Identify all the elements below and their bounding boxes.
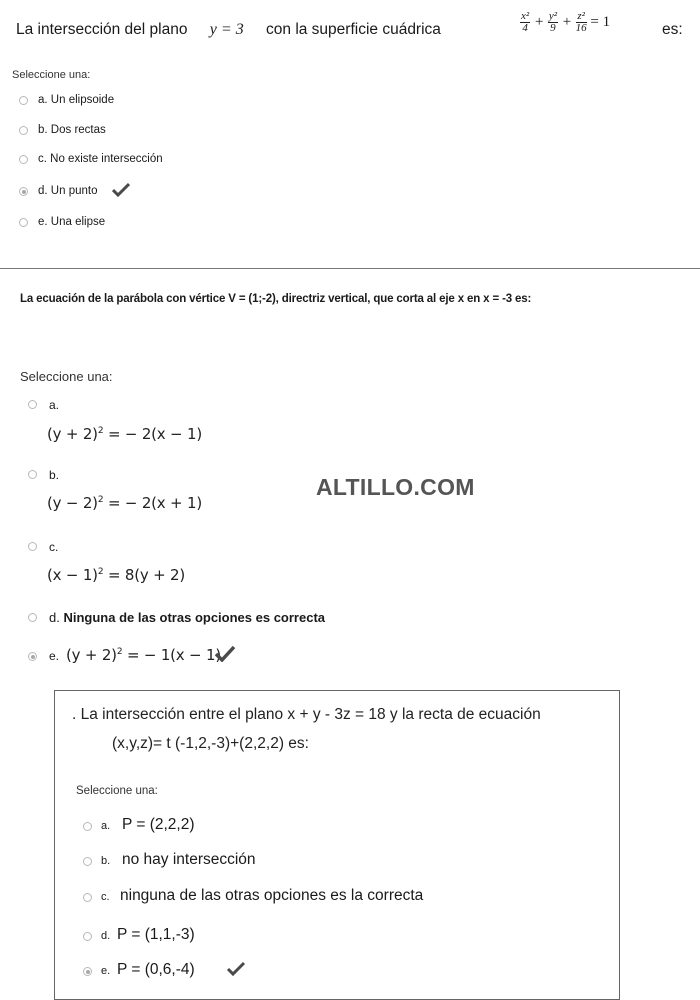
frac-2-denominator: 9	[550, 22, 556, 34]
radio-button-selected[interactable]	[83, 967, 92, 976]
radio-button[interactable]	[19, 126, 28, 135]
option-equation	[47, 494, 202, 512]
q1-surface-equation	[520, 11, 610, 34]
frac-1-numerator: x²	[521, 10, 530, 22]
radio-button-selected[interactable]	[28, 652, 37, 661]
option-text: P = (1,1,-3)	[117, 926, 195, 943]
option-text: Un elipsoide	[50, 94, 115, 106]
option-letter: d.	[101, 930, 111, 942]
q1-prompt-start: La intersección del plano	[16, 21, 188, 38]
option-letter: d.	[38, 185, 48, 197]
option-equation	[47, 566, 185, 584]
q1-select-label: Seleccione una:	[12, 69, 91, 81]
equation-base: (x − 1)	[47, 566, 98, 584]
radio-button[interactable]	[28, 470, 37, 479]
equation-rest: = − 1(x − 1)	[122, 646, 221, 664]
radio-button[interactable]	[28, 613, 37, 622]
watermark: ALTILLO.COM	[316, 474, 475, 500]
frac-3-numerator: z²	[577, 10, 585, 22]
equation-exponent: 2	[97, 426, 104, 436]
option-text: Un punto	[50, 185, 98, 197]
radio-button[interactable]	[28, 400, 37, 409]
equation-base: (y + 2)	[47, 425, 98, 443]
option-equation	[47, 425, 202, 443]
radio-button[interactable]	[83, 857, 92, 866]
equation-exponent: 2	[97, 567, 104, 577]
plus-sign: +	[533, 13, 545, 30]
checkmark-icon	[112, 182, 130, 197]
option-letter: d.	[49, 610, 60, 625]
q1-prompt-end: es:	[662, 21, 683, 38]
equation-rhs: = 1	[590, 13, 611, 30]
frac-1-denominator: 4	[522, 22, 528, 34]
plus-sign: +	[561, 13, 572, 30]
equation-base: (y + 2)	[66, 646, 117, 664]
option-text: P = (2,2,2)	[122, 816, 195, 833]
option-text: ninguna de las otras opciones es la correcta	[120, 887, 424, 904]
checkmark-icon	[214, 645, 236, 662]
q1-prompt	[16, 21, 441, 39]
q3-prompt-line1: . La intersección entre el plano x + y - 3z = 18 y la recta de ecuación	[72, 706, 541, 723]
option-letter: e.	[38, 216, 48, 228]
option-letter: b.	[38, 124, 48, 136]
radio-button[interactable]	[19, 96, 28, 105]
option-letter: e.	[101, 965, 111, 977]
q1-prompt-mid: con la superficie cuádrica	[266, 21, 441, 38]
equation-rest: = − 2(x − 1)	[103, 425, 202, 443]
option-letter: a.	[101, 820, 111, 832]
option-letter: b.	[101, 855, 111, 867]
radio-button-selected[interactable]	[19, 187, 28, 196]
option-text: Una elipse	[50, 216, 106, 228]
option-letter: c.	[101, 891, 110, 903]
option-letter: a.	[38, 94, 48, 106]
equation-exponent: 2	[97, 495, 104, 505]
option-letter: c.	[38, 153, 47, 165]
section-divider	[0, 268, 700, 269]
frac-3-denominator: 16	[575, 22, 587, 34]
option-letter: c.	[49, 540, 59, 554]
option-letter: a.	[49, 398, 60, 412]
q2-select-label: Seleccione una:	[20, 369, 113, 384]
radio-button[interactable]	[28, 542, 37, 551]
q3-select-label: Seleccione una:	[76, 785, 158, 797]
q2-prompt: La ecuación de la parábola con vértice V = (1;-2), directriz vertical, que corta al eje x en x = -3 es:	[20, 293, 532, 305]
equation-exponent: 2	[116, 647, 123, 657]
radio-button[interactable]	[83, 893, 92, 902]
radio-button[interactable]	[19, 218, 28, 227]
option-text: Ninguna de las otras opciones es correcta	[63, 610, 325, 625]
equation-rest: = − 2(x + 1)	[103, 494, 202, 512]
option-letter: e.	[49, 649, 60, 663]
option-text: no hay intersección	[122, 851, 256, 868]
option-text: P = (0,6,-4)	[117, 961, 195, 978]
q3-prompt-line2: (x,y,z)= t (-1,2,-3)+(2,2,2) es:	[112, 735, 309, 752]
checkmark-icon	[226, 961, 246, 976]
option-letter: b.	[49, 468, 60, 482]
q1-plane-equation: y = 3	[209, 21, 244, 38]
equation-rest: = 8(y + 2)	[103, 566, 186, 584]
option-text: No existe intersección	[50, 153, 163, 165]
radio-button[interactable]	[83, 822, 92, 831]
frac-2-numerator: y²	[548, 10, 557, 22]
equation-base: (y − 2)	[47, 494, 98, 512]
radio-button[interactable]	[83, 932, 92, 941]
option-text: Dos rectas	[50, 124, 106, 136]
radio-button[interactable]	[19, 155, 28, 164]
option-equation	[66, 646, 221, 664]
